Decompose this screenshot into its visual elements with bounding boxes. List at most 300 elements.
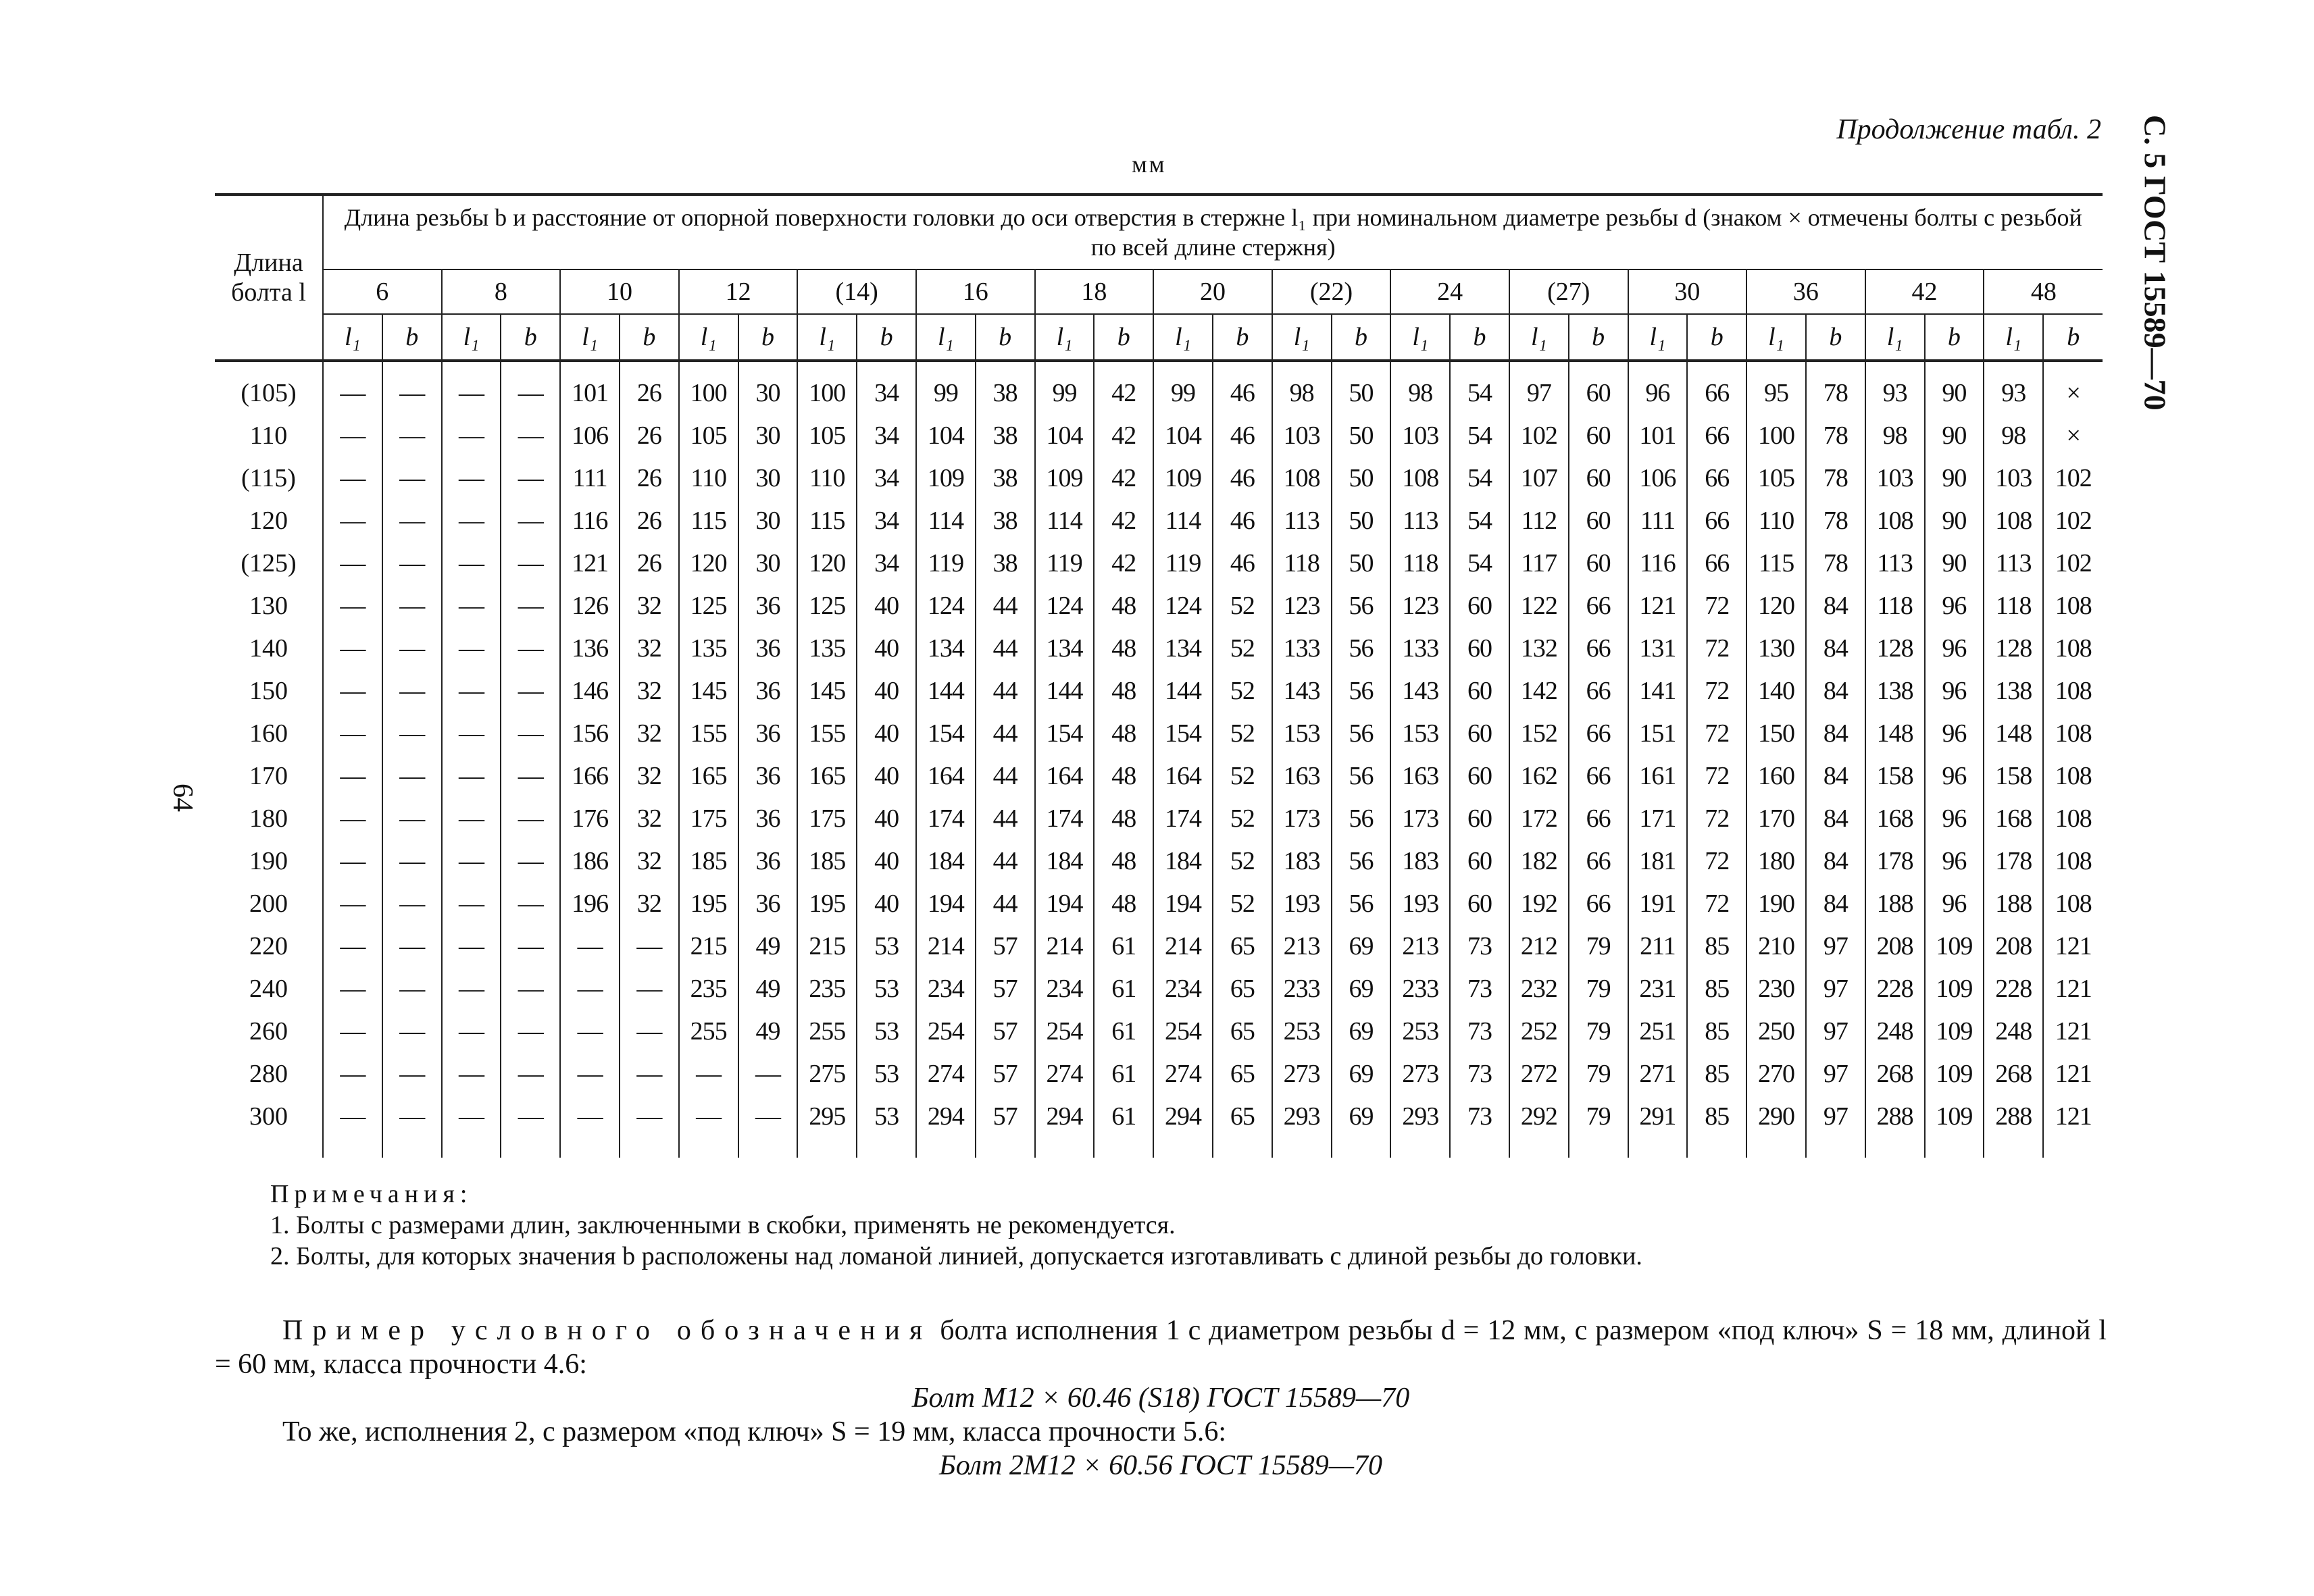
l1-cell: — <box>560 1052 620 1095</box>
b-cell: 85 <box>1687 967 1746 1010</box>
b-cell: — <box>382 1095 442 1158</box>
diameter-header: 12 <box>679 269 798 314</box>
l1-cell: 233 <box>1272 967 1332 1010</box>
subheader-b: b <box>1450 314 1509 361</box>
b-cell: 36 <box>738 882 798 925</box>
l1-cell: 130 <box>1746 627 1806 669</box>
b-cell: — <box>382 925 442 967</box>
b-cell: 84 <box>1806 882 1865 925</box>
bolt-length-cell: 220 <box>249 931 288 960</box>
l1-cell: 248 <box>1984 1010 2043 1052</box>
b-cell: 42 <box>1094 361 1153 414</box>
subheader-b: b <box>1806 314 1865 361</box>
bolt-length-cell: 200 <box>249 889 288 918</box>
b-cell: 65 <box>1213 967 1272 1010</box>
diameter-header: 18 <box>1035 269 1154 314</box>
bolt-length-cell: (115) <box>241 463 296 492</box>
table-row <box>215 457 2103 499</box>
bolt-length-cell: 240 <box>249 974 288 1003</box>
subheader-l1: l₁ <box>679 314 738 361</box>
l1-cell: — <box>323 457 382 499</box>
notes <box>270 1179 1642 1272</box>
l1-cell: 110 <box>797 457 857 499</box>
b-cell: 54 <box>1450 457 1509 499</box>
b-cell: 44 <box>976 754 1035 797</box>
b-cell: 52 <box>1213 840 1272 882</box>
l1-cell: 118 <box>1390 542 1450 584</box>
b-cell: — <box>501 840 560 882</box>
b-cell: 36 <box>738 840 798 882</box>
l1-cell: 154 <box>916 712 976 754</box>
b-cell: — <box>382 712 442 754</box>
b-cell: — <box>738 1052 798 1095</box>
bolt-length-cell: 260 <box>249 1016 288 1046</box>
l1-cell: 121 <box>560 542 620 584</box>
b-cell: 32 <box>620 669 679 712</box>
l1-cell: 117 <box>1509 542 1569 584</box>
b-cell: 48 <box>1094 882 1153 925</box>
subheader-b: b <box>1569 314 1628 361</box>
diameter-header: 42 <box>1865 269 1984 314</box>
l1-cell: 105 <box>679 414 738 457</box>
subheader-l1: l₁ <box>916 314 976 361</box>
b-cell: 66 <box>1687 457 1746 499</box>
b-cell: 48 <box>1094 840 1153 882</box>
subheader-l1: l₁ <box>1628 314 1688 361</box>
l1-cell: 98 <box>1865 414 1925 457</box>
b-cell: 40 <box>857 669 916 712</box>
b-cell: 66 <box>1569 584 1628 627</box>
example-text-2: То же, исполнения 2, с размером «под ключ» S = 19 мм, класса прочности 5.6: <box>282 1416 1226 1447</box>
example-paragraph <box>215 1314 2107 1381</box>
b-cell: 60 <box>1569 361 1628 414</box>
b-cell: 102 <box>2043 542 2103 584</box>
l1-cell: — <box>442 542 501 584</box>
b-cell: — <box>501 457 560 499</box>
l1-cell: 97 <box>1509 361 1569 414</box>
b-cell: 65 <box>1213 1010 1272 1052</box>
b-cell: 60 <box>1569 414 1628 457</box>
subheader-b: b <box>857 314 916 361</box>
b-cell: 102 <box>2043 457 2103 499</box>
l1-cell: 210 <box>1746 925 1806 967</box>
l1-cell: 174 <box>916 797 976 840</box>
l1-cell: 115 <box>1746 542 1806 584</box>
l1-cell: 135 <box>679 627 738 669</box>
b-cell: 61 <box>1094 1095 1153 1158</box>
b-cell: — <box>382 361 442 414</box>
l1-cell: 193 <box>1390 882 1450 925</box>
l1-cell: 228 <box>1984 967 2043 1010</box>
subheader-b: b <box>1332 314 1391 361</box>
b-cell: 32 <box>620 627 679 669</box>
b-cell: 48 <box>1094 584 1153 627</box>
b-cell: 46 <box>1213 361 1272 414</box>
l1-cell: 292 <box>1509 1095 1569 1158</box>
subheader-l1: l₁ <box>1153 314 1213 361</box>
b-cell: — <box>382 542 442 584</box>
l1-cell: 190 <box>1746 882 1806 925</box>
bolt-length-cell: 160 <box>249 719 288 748</box>
b-cell: 60 <box>1569 457 1628 499</box>
l1-cell: — <box>442 457 501 499</box>
l1-cell: 116 <box>1628 542 1688 584</box>
l1-cell: 273 <box>1272 1052 1332 1095</box>
subheader-b: b <box>1213 314 1272 361</box>
l1-cell: 252 <box>1509 1010 1569 1052</box>
b-cell: — <box>738 1095 798 1158</box>
b-cell: 30 <box>738 457 798 499</box>
l1-cell: 215 <box>679 925 738 967</box>
b-cell: 97 <box>1806 1010 1865 1052</box>
b-cell: 90 <box>1925 361 1984 414</box>
l1-cell: — <box>323 1052 382 1095</box>
l1-cell: — <box>442 754 501 797</box>
l1-cell: 194 <box>916 882 976 925</box>
l1-cell: 191 <box>1628 882 1688 925</box>
l1-cell: 143 <box>1272 669 1332 712</box>
l1-cell: 143 <box>1390 669 1450 712</box>
l1-cell: 134 <box>1153 627 1213 669</box>
b-cell: 53 <box>857 967 916 1010</box>
l1-cell: — <box>442 627 501 669</box>
l1-cell: 268 <box>1865 1052 1925 1095</box>
subheader-l1: l₁ <box>323 314 382 361</box>
b-cell: 26 <box>620 457 679 499</box>
b-cell: 54 <box>1450 542 1509 584</box>
b-cell: — <box>501 712 560 754</box>
b-cell: — <box>382 840 442 882</box>
b-cell: 72 <box>1687 754 1746 797</box>
l1-cell: — <box>442 925 501 967</box>
l1-cell: 93 <box>1865 361 1925 414</box>
b-cell: 78 <box>1806 361 1865 414</box>
subheader-l1: l₁ <box>1390 314 1450 361</box>
l1-cell: 153 <box>1272 712 1332 754</box>
l1-cell: 231 <box>1628 967 1688 1010</box>
l1-cell: 196 <box>560 882 620 925</box>
l1-cell: 215 <box>797 925 857 967</box>
l1-cell: 101 <box>1628 414 1688 457</box>
diameter-header: 48 <box>1984 269 2103 314</box>
l1-cell: 163 <box>1390 754 1450 797</box>
l1-cell: 115 <box>797 499 857 542</box>
l1-cell: 116 <box>560 499 620 542</box>
b-cell: 50 <box>1332 457 1391 499</box>
b-cell: 79 <box>1569 1095 1628 1158</box>
b-cell: 66 <box>1569 840 1628 882</box>
diameter-header: 36 <box>1746 269 1865 314</box>
b-cell: 38 <box>976 499 1035 542</box>
b-cell: 42 <box>1094 457 1153 499</box>
l1-cell: 96 <box>1628 361 1688 414</box>
b-cell: 48 <box>1094 754 1153 797</box>
l1-cell: 185 <box>797 840 857 882</box>
l1-cell: 138 <box>1984 669 2043 712</box>
side-header <box>2128 115 2182 426</box>
b-cell: 102 <box>2043 499 2103 542</box>
b-cell: — <box>501 1052 560 1095</box>
subheader-b: b <box>382 314 442 361</box>
l1-cell: 155 <box>679 712 738 754</box>
b-cell: 60 <box>1450 712 1509 754</box>
l1-cell: 98 <box>1390 361 1450 414</box>
notes-title: Примечания: <box>270 1180 473 1208</box>
b-cell: 90 <box>1925 499 1984 542</box>
l1-cell: 138 <box>1865 669 1925 712</box>
l1-cell: 125 <box>679 584 738 627</box>
table-row <box>215 1095 2103 1158</box>
table-row <box>215 797 2103 840</box>
b-cell: 54 <box>1450 361 1509 414</box>
l1-cell: 114 <box>916 499 976 542</box>
b-cell: 84 <box>1806 669 1865 712</box>
b-cell: — <box>620 1052 679 1095</box>
b-cell: 96 <box>1925 797 1984 840</box>
l1-cell: 154 <box>1153 712 1213 754</box>
b-cell: 108 <box>2043 712 2103 754</box>
subheader-b: b <box>1925 314 1984 361</box>
b-cell: — <box>501 584 560 627</box>
b-cell: 84 <box>1806 754 1865 797</box>
b-cell: 38 <box>976 414 1035 457</box>
l1-cell: 144 <box>1153 669 1213 712</box>
diameter-header: 8 <box>442 269 561 314</box>
l1-cell: 291 <box>1628 1095 1688 1158</box>
l1-cell: 128 <box>1865 627 1925 669</box>
l1-cell: 184 <box>1153 840 1213 882</box>
l1-cell: 113 <box>1865 542 1925 584</box>
b-cell: 57 <box>976 925 1035 967</box>
l1-cell: 100 <box>679 361 738 414</box>
subheader-l1: l₁ <box>797 314 857 361</box>
l1-cell: 255 <box>679 1010 738 1052</box>
l1-cell: 271 <box>1628 1052 1688 1095</box>
subheader-l1: l₁ <box>1865 314 1925 361</box>
l1-cell: 172 <box>1509 797 1569 840</box>
b-cell: 109 <box>1925 1052 1984 1095</box>
l1-cell: 208 <box>1865 925 1925 967</box>
l1-cell: 128 <box>1984 627 2043 669</box>
b-cell: — <box>620 1010 679 1052</box>
l1-cell: 274 <box>916 1052 976 1095</box>
l1-cell: 173 <box>1272 797 1332 840</box>
b-cell: — <box>501 499 560 542</box>
subheader-b: b <box>620 314 679 361</box>
l1-cell: 111 <box>1628 499 1688 542</box>
b-cell: 79 <box>1569 1052 1628 1095</box>
b-cell: 38 <box>976 542 1035 584</box>
l1-cell: 150 <box>1746 712 1806 754</box>
b-cell: 72 <box>1687 669 1746 712</box>
l1-cell: 136 <box>560 627 620 669</box>
b-cell: 44 <box>976 669 1035 712</box>
b-cell: 57 <box>976 1052 1035 1095</box>
subheader-b: b <box>2043 314 2103 361</box>
b-cell: 66 <box>1687 542 1746 584</box>
l1-cell: 232 <box>1509 967 1569 1010</box>
l1-cell: 123 <box>1390 584 1450 627</box>
l1-cell: 214 <box>1153 925 1213 967</box>
b-cell: 57 <box>976 1095 1035 1158</box>
b-cell: 53 <box>857 1095 916 1158</box>
l1-cell: 178 <box>1984 840 2043 882</box>
b-cell: 66 <box>1687 499 1746 542</box>
b-cell: — <box>382 754 442 797</box>
b-cell: 60 <box>1450 840 1509 882</box>
l1-cell: 110 <box>1746 499 1806 542</box>
l1-cell: — <box>323 627 382 669</box>
subheader-l1: l₁ <box>1984 314 2043 361</box>
diameter-header: 30 <box>1628 269 1747 314</box>
l1-cell: 113 <box>1272 499 1332 542</box>
subheader-b: b <box>1687 314 1746 361</box>
subheader-l1: l₁ <box>1509 314 1569 361</box>
l1-cell: 171 <box>1628 797 1688 840</box>
b-cell: 34 <box>857 457 916 499</box>
b-cell: 52 <box>1213 754 1272 797</box>
l1-cell: 109 <box>1035 457 1095 499</box>
continuation-label: Продолжение табл. 2 <box>1836 114 2101 145</box>
b-cell: 48 <box>1094 669 1153 712</box>
b-cell: 108 <box>2043 584 2103 627</box>
l1-cell: 135 <box>797 627 857 669</box>
l1-cell: — <box>560 925 620 967</box>
bolt-length-cell: 150 <box>249 676 288 705</box>
l1-cell: 106 <box>560 414 620 457</box>
b-cell: 60 <box>1450 669 1509 712</box>
bolt-length-cell: 130 <box>249 591 288 620</box>
b-cell: 48 <box>1094 797 1153 840</box>
subheader-l1: l₁ <box>1746 314 1806 361</box>
b-cell: 56 <box>1332 669 1391 712</box>
b-cell: 44 <box>976 627 1035 669</box>
b-cell: 84 <box>1806 584 1865 627</box>
subheader-b: b <box>738 314 798 361</box>
l1-cell: 141 <box>1628 669 1688 712</box>
bolt-length-header: Длина болта l <box>215 195 323 361</box>
l1-cell: 234 <box>1035 967 1095 1010</box>
l1-cell: 293 <box>1390 1095 1450 1158</box>
subheader-b: b <box>1094 314 1153 361</box>
b-cell: 60 <box>1450 882 1509 925</box>
l1-cell: 295 <box>797 1095 857 1158</box>
b-cell: 96 <box>1925 840 1984 882</box>
l1-cell: — <box>323 840 382 882</box>
l1-cell: 275 <box>797 1052 857 1095</box>
b-cell: 97 <box>1806 1052 1865 1095</box>
l1-cell: 173 <box>1390 797 1450 840</box>
b-cell: — <box>382 967 442 1010</box>
b-cell: 109 <box>1925 1095 1984 1158</box>
l1-cell: 273 <box>1390 1052 1450 1095</box>
l1-cell: 145 <box>797 669 857 712</box>
b-cell: — <box>620 1095 679 1158</box>
b-cell: 49 <box>738 1010 798 1052</box>
b-cell: 78 <box>1806 542 1865 584</box>
example-designation-2: Болт 2М12 × 60.56 ГОСТ 15589—70 <box>938 1450 1383 1481</box>
table-caption: Длина резьбы b и расстояние от опорной поверхности головки до оси отверстия в стержне l₁ при номинальном диаметре резьбы d (знаком × отмечены болты с резьбой по всей длине стержня) <box>323 195 2103 269</box>
b-cell: 52 <box>1213 712 1272 754</box>
b-cell: 66 <box>1687 414 1746 457</box>
l1-cell: 213 <box>1390 925 1450 967</box>
b-cell: — <box>501 797 560 840</box>
l1-cell: 118 <box>1984 584 2043 627</box>
b-cell: × <box>2043 414 2103 457</box>
b-cell: 79 <box>1569 1010 1628 1052</box>
b-cell: 60 <box>1450 627 1509 669</box>
b-cell: 97 <box>1806 1095 1865 1158</box>
b-cell: 60 <box>1450 797 1509 840</box>
example-lead: Пример условного обозначения <box>282 1315 932 1346</box>
b-cell: 121 <box>2043 925 2103 967</box>
b-cell: 121 <box>2043 1052 2103 1095</box>
b-cell: 90 <box>1925 414 1984 457</box>
l1-cell: 103 <box>1865 457 1925 499</box>
l1-cell: 274 <box>1035 1052 1095 1095</box>
l1-cell: 294 <box>1035 1095 1095 1158</box>
b-cell: 79 <box>1569 925 1628 967</box>
l1-cell: 288 <box>1865 1095 1925 1158</box>
b-cell: 84 <box>1806 840 1865 882</box>
l1-cell: — <box>323 542 382 584</box>
b-cell: 109 <box>1925 925 1984 967</box>
b-cell: 61 <box>1094 925 1153 967</box>
l1-cell: — <box>442 712 501 754</box>
b-cell: × <box>2043 361 2103 414</box>
l1-cell: — <box>323 669 382 712</box>
b-cell: 78 <box>1806 414 1865 457</box>
l1-cell: 151 <box>1628 712 1688 754</box>
l1-cell: 163 <box>1272 754 1332 797</box>
l1-cell: — <box>442 499 501 542</box>
b-cell: — <box>382 499 442 542</box>
b-cell: 34 <box>857 361 916 414</box>
b-cell: 56 <box>1332 584 1391 627</box>
b-cell: 30 <box>738 361 798 414</box>
subheader-l1: l₁ <box>560 314 620 361</box>
l1-cell: 180 <box>1746 840 1806 882</box>
subheader-l1: l₁ <box>1272 314 1332 361</box>
l1-cell: — <box>442 414 501 457</box>
l1-cell: — <box>560 1010 620 1052</box>
l1-cell: 103 <box>1272 414 1332 457</box>
l1-cell: 214 <box>916 925 976 967</box>
l1-cell: 125 <box>797 584 857 627</box>
l1-cell: 132 <box>1509 627 1569 669</box>
l1-cell: 195 <box>679 882 738 925</box>
page-number <box>162 783 203 824</box>
table-row <box>215 361 2103 414</box>
l1-cell: 161 <box>1628 754 1688 797</box>
l1-cell: 114 <box>1035 499 1095 542</box>
bolt-length-cell: 140 <box>249 634 288 663</box>
b-cell: 53 <box>857 925 916 967</box>
b-cell: 56 <box>1332 712 1391 754</box>
l1-cell: — <box>323 499 382 542</box>
b-cell: 72 <box>1687 584 1746 627</box>
l1-cell: 272 <box>1509 1052 1569 1095</box>
l1-cell: 113 <box>1390 499 1450 542</box>
bolt-length-cell: 180 <box>249 804 288 833</box>
l1-cell: 211 <box>1628 925 1688 967</box>
l1-cell: — <box>560 967 620 1010</box>
b-cell: 97 <box>1806 925 1865 967</box>
b-cell: — <box>501 754 560 797</box>
l1-cell: 106 <box>1628 457 1688 499</box>
example-text-1: болта исполнения 1 с диаметром резьбы d = 12 мм, с размером «под ключ» S = 18 мм, длиной l = 60 мм, класса прочности 4.6: <box>215 1315 2107 1380</box>
b-cell: 96 <box>1925 882 1984 925</box>
